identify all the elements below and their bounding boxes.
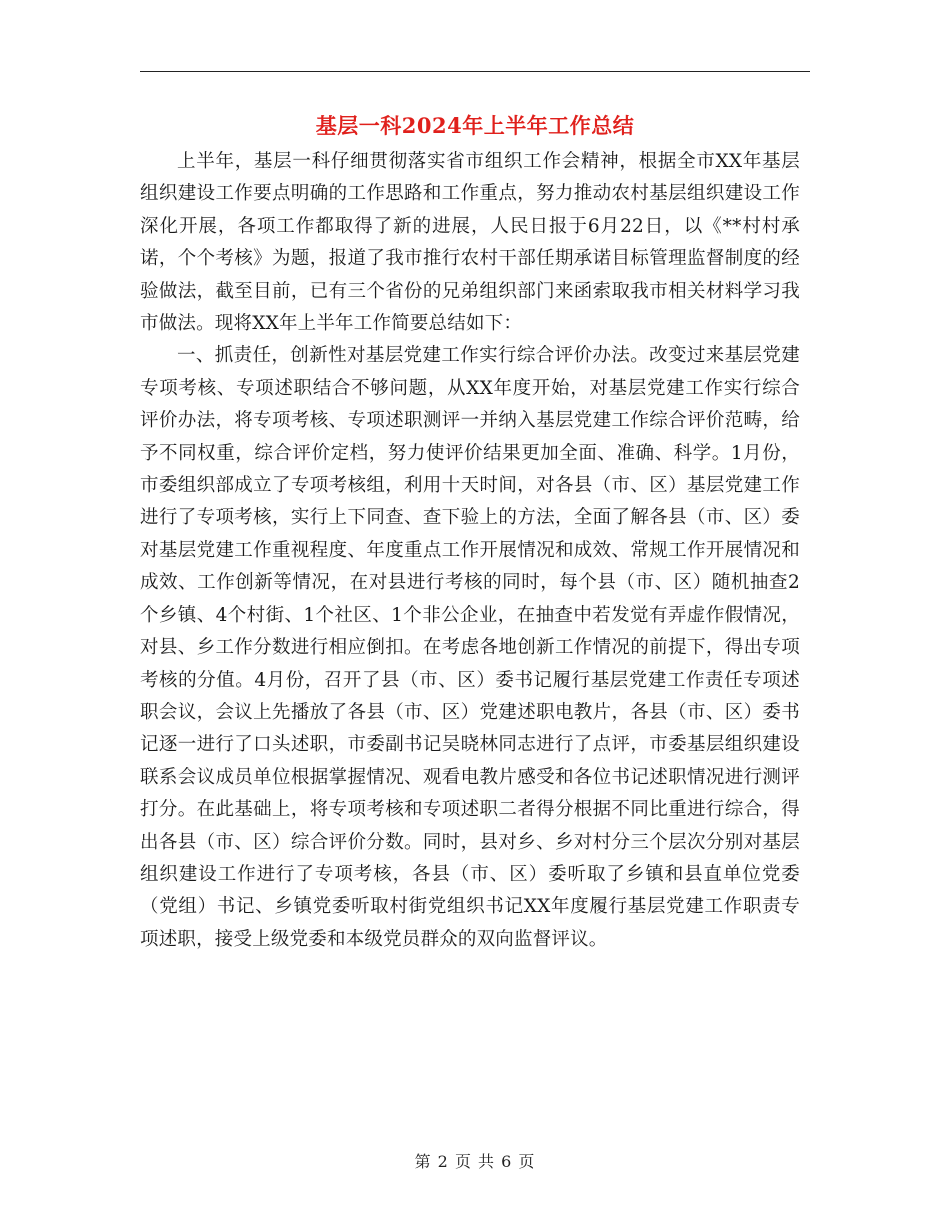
document-body <box>140 146 800 956</box>
header-rule <box>140 71 810 72</box>
paragraph-section-1: 一、抓责任，创新性对基层党建工作实行综合评价办法。改变过来基层党建专项考核、专项述职结合不够问题，从XX年度开始，对基层党建工作实行综合评价办法，将专项考核、专项述职测评一并纳入基层党建工作综合评价范畴，给予不同权重，综合评价定档，努力使评价结果更加全面、准确、科学。1月份，市委组织部成立了专项考核组，利用十天时间，对各县（市、区）基层党建工作进行了专项考核，实行上下同查、查下验上的方法，全面了解各县（市、区）委对基层党建工作重视程度、年度重点工作开展情况和成效、常规工作开展情况和成效、工作创新等情况，在对县进行考核的同时，每个县（市、区）随机抽查2个乡镇、4个村街、1个社区、1个非公企业，在抽查中若发觉有弄虚作假情况，对县、乡工作分数进行相应倒扣。在考虑各地创新工作情况的前提下，得出专项考核的分值。4月份，召开了县（市、区）委书记履行基层党建工作责任专项述职会议，会议上先播放了各县（市、区）党建述职电教片，各县（市、区）委书记逐一进行了口头述职，市委副书记吴晓林同志进行了点评，市委基层组织建设联系会议成员单位根据掌握情况、观看电教片感受和各位书记述职情况进行测评打分。在此基础上，将专项考核和专项述职二者得分根据不同比重进行综合，得出各县（市、区）综合评价分数。同时，县对乡、乡对村分三个层次分别对基层组织建设工作进行了专项考核，各县（市、区）委听取了乡镇和县直单位党委（党组）书记、乡镇党委听取村街党组织书记XX年度履行基层党建工作职责专项述职，接受上级党委和本级党员群众的双向监督评议。 <box>140 345 800 950</box>
page-number-footer: 第 2 页 共 6 页 <box>414 1152 536 1171</box>
document-title: 基层一科2024年上半年工作总结 <box>315 113 635 138</box>
paragraph-intro: 上半年，基层一科仔细贯彻落实省市组织工作会精神，根据全市XX年基层组织建设工作要点明确的工作思路和工作重点，努力推动农村基层组织建设工作深化开展，各项工作都取得了新的进展，人民日报于6月22日，以《**村村承诺，个个考核》为题，报道了我市推行农村干部任期承诺目标管理监督制度的经验做法，截至目前，已有三个省份的兄弟组织部门来函索取我市相关材料学习我市做法。现将XX年上半年工作简要总结如下： <box>140 151 800 335</box>
